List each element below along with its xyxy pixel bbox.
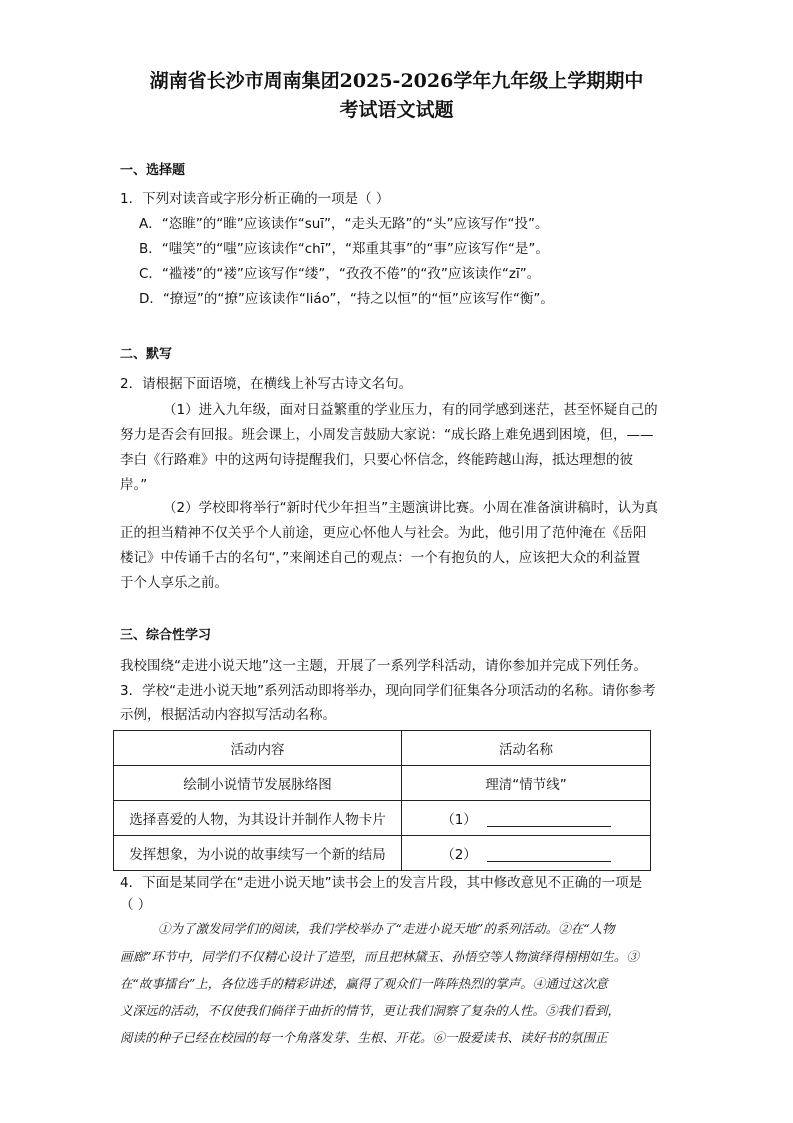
- question-1-option-d: D．“撩逗”的“撩”应该读作“liáo”，“持之以恒”的“恒”应该写作“衡”。: [139, 291, 554, 307]
- question-2-part1-line: 努力是否会有回报。班会课上，小周发言鼓励大家说：“成长路上难免遇到困境，但，——: [120, 427, 654, 443]
- question-2-part2-line: （2）学校即将举行“新时代少年担当”主题演讲比赛。小周在准备演讲稿时，认为真: [163, 500, 659, 516]
- question-3-intro: 我校围绕“走进小说天地”这一主题，开展了一系列学科活动，请你参加并完成下列任务。: [120, 658, 647, 674]
- answer-blank-line[interactable]: [487, 812, 611, 827]
- question-2-part2-line: 于个人享乐之前。: [120, 575, 228, 591]
- table-row: [114, 836, 651, 871]
- exam-title-line1: 湖南省长沙市周南集团2025-2026学年九年级上学期期中: [149, 70, 644, 92]
- table-cell-answer: [402, 836, 651, 871]
- passage-line: 画廊”环节中，同学们不仅精心设计了造型，而且把林黛玉、孙悟空等人物演绎得栩栩如生。③: [120, 949, 639, 964]
- question-3-stem-line: 示例，根据活动内容拟写活动名称。: [120, 707, 336, 723]
- table-cell-answer: [402, 801, 651, 836]
- question-3-stem-line: 3．学校“走进小说天地”系列活动即将举办，现向同学们征集各分项活动的名称。请你参考: [120, 683, 656, 699]
- question-4-stem-line: （ ）: [120, 897, 152, 913]
- table-cell: 发挥想象，为小说的故事续写一个新的结局: [114, 836, 402, 871]
- table-cell: 选择喜爱的人物，为其设计并制作人物卡片: [114, 801, 402, 836]
- question-2-stem: 2．请根据下面语境，在横线上补写古诗文名句。: [120, 376, 413, 392]
- table-header-row: [114, 731, 651, 766]
- question-1-option-a: A．“恣睢”的“睢”应该读作“suī”，“走头无路”的“头”应该写作“投”。: [139, 216, 549, 232]
- question-2-part1-line: （1）进入九年级，面对日益繁重的学业压力，有的同学感到迷茫，甚至怀疑自己的: [163, 402, 658, 418]
- answer-number: （1）: [441, 812, 477, 828]
- passage-line: 义深远的活动，不仅使我们倘徉于曲折的情节，更让我们洞察了复杂的人性。⑤我们看到，: [120, 1003, 621, 1018]
- question-1-option-c: C．“褴褛”的“褛”应该写作“缕”，“孜孜不倦”的“孜”应该读作“zī”。: [139, 266, 541, 282]
- passage-line: 阅读的种子已经在校园的每一个角落发芽、生根、开花。⑥一股爱读书、读好书的氛围正: [120, 1030, 608, 1045]
- question-1-option-b: B．“嗤笑”的“嗤”应该读作“chī”，“郑重其事”的“事”应该写作“是”。: [139, 241, 549, 257]
- section-heading-integrated: 三、综合性学习: [120, 628, 212, 643]
- question-2-part2-line: 正的担当精神不仅关乎个人前途，更应心怀他人与社会。为此，他引用了范仲淹在《岳阳: [120, 525, 647, 541]
- table-cell: 理清“情节线”: [402, 766, 651, 801]
- answer-blank-line[interactable]: [487, 847, 611, 862]
- section-heading-choice: 一、选择题: [120, 163, 186, 178]
- question-2-part1-line: 岸。”: [120, 477, 148, 493]
- passage-line: 在“故事擂台”上，各位选手的精彩讲述，赢得了观众们一阵阵热烈的掌声。④通过这次意: [120, 976, 608, 991]
- activity-table: [113, 730, 651, 871]
- table-row: [114, 801, 651, 836]
- exam-title-line2: 考试语文试题: [339, 99, 454, 121]
- passage-line: ①为了激发同学们的阅读，我们学校举办了“走进小说天地”的系列活动。②在“人物: [158, 921, 615, 936]
- table-header-cell: 活动名称: [402, 731, 651, 766]
- question-4-stem-line: 4．下面是某同学在“走进小说天地”读书会上的发言片段，其中修改意见不正确的一项是: [120, 875, 643, 891]
- question-2-part1-line: 李白《行路难》中的这两句诗提醒我们，只要心怀信念，终能跨越山海，抵达理想的彼: [120, 452, 633, 468]
- question-2-part2-line: 楼记》中传诵千古的名句“，”来阐述自己的观点：一个有抱负的人，应该把大众的利益置: [120, 550, 641, 566]
- table-cell: 绘制小说情节发展脉络图: [114, 766, 402, 801]
- answer-number: （2）: [441, 847, 477, 863]
- question-1-stem: 1．下列对读音或字形分析正确的一项是（ ）: [120, 191, 390, 207]
- table-header-cell: 活动内容: [114, 731, 402, 766]
- section-heading-dictation: 二、默写: [120, 347, 173, 362]
- table-row: [114, 766, 651, 801]
